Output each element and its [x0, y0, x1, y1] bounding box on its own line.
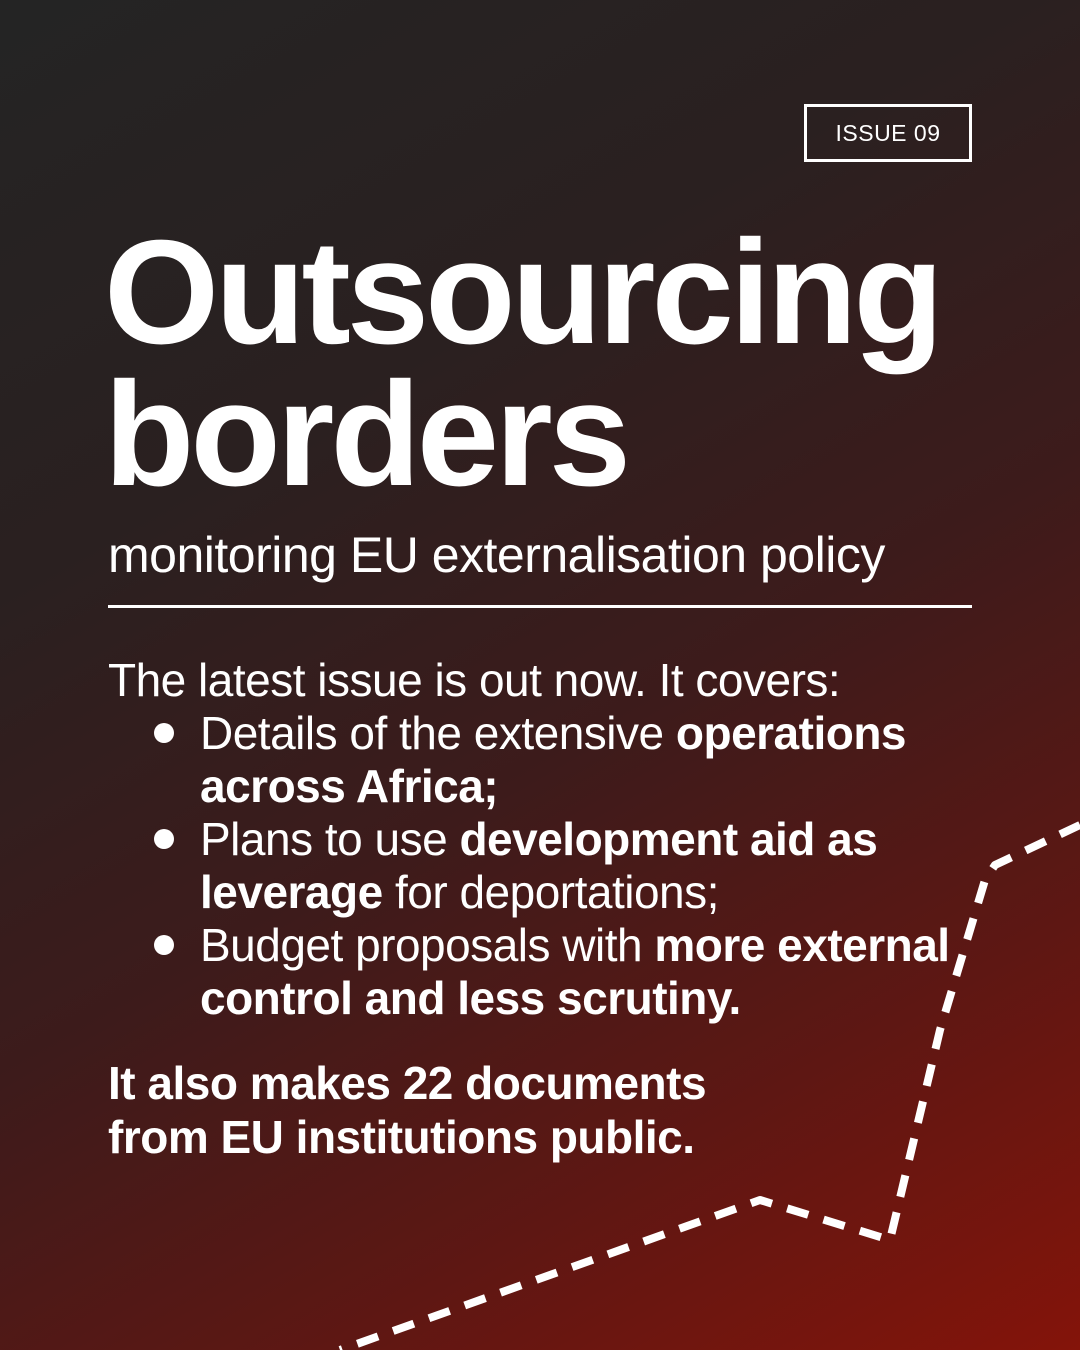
- closing-text: It also makes 22 documents from EU institutions public.: [108, 1057, 707, 1163]
- bullet-icon: [154, 723, 174, 743]
- issue-badge: [804, 104, 972, 162]
- bullet-text: Plans to use: [200, 813, 460, 865]
- page-title: [104, 210, 940, 517]
- list-item: [200, 813, 970, 919]
- issue-badge-label: ISSUE 09: [835, 119, 941, 146]
- bullet-bold-text: more external control and less scrutiny.: [200, 919, 950, 1024]
- intro-text: The latest issue is out now. It covers:: [108, 654, 841, 706]
- list-item: [200, 707, 970, 813]
- bullet-text: Budget proposals with: [200, 919, 655, 971]
- bullet-icon: [154, 935, 174, 955]
- bullet-text: Details of the extensive: [200, 707, 676, 759]
- bullet-icon: [154, 829, 174, 849]
- subtitle: monitoring EU externalisation policy: [108, 527, 885, 583]
- bullet-list: [200, 707, 970, 1025]
- bullet-bold-text: operations across Africa;: [200, 707, 907, 812]
- divider: [108, 605, 972, 608]
- title-line-1: Outsourcing: [104, 210, 940, 375]
- list-item: [200, 919, 970, 1025]
- bullet-bold-text: development aid as leverage: [200, 813, 878, 918]
- title-line-2: borders: [104, 352, 628, 517]
- bullet-text-after: for deportations;: [382, 866, 719, 918]
